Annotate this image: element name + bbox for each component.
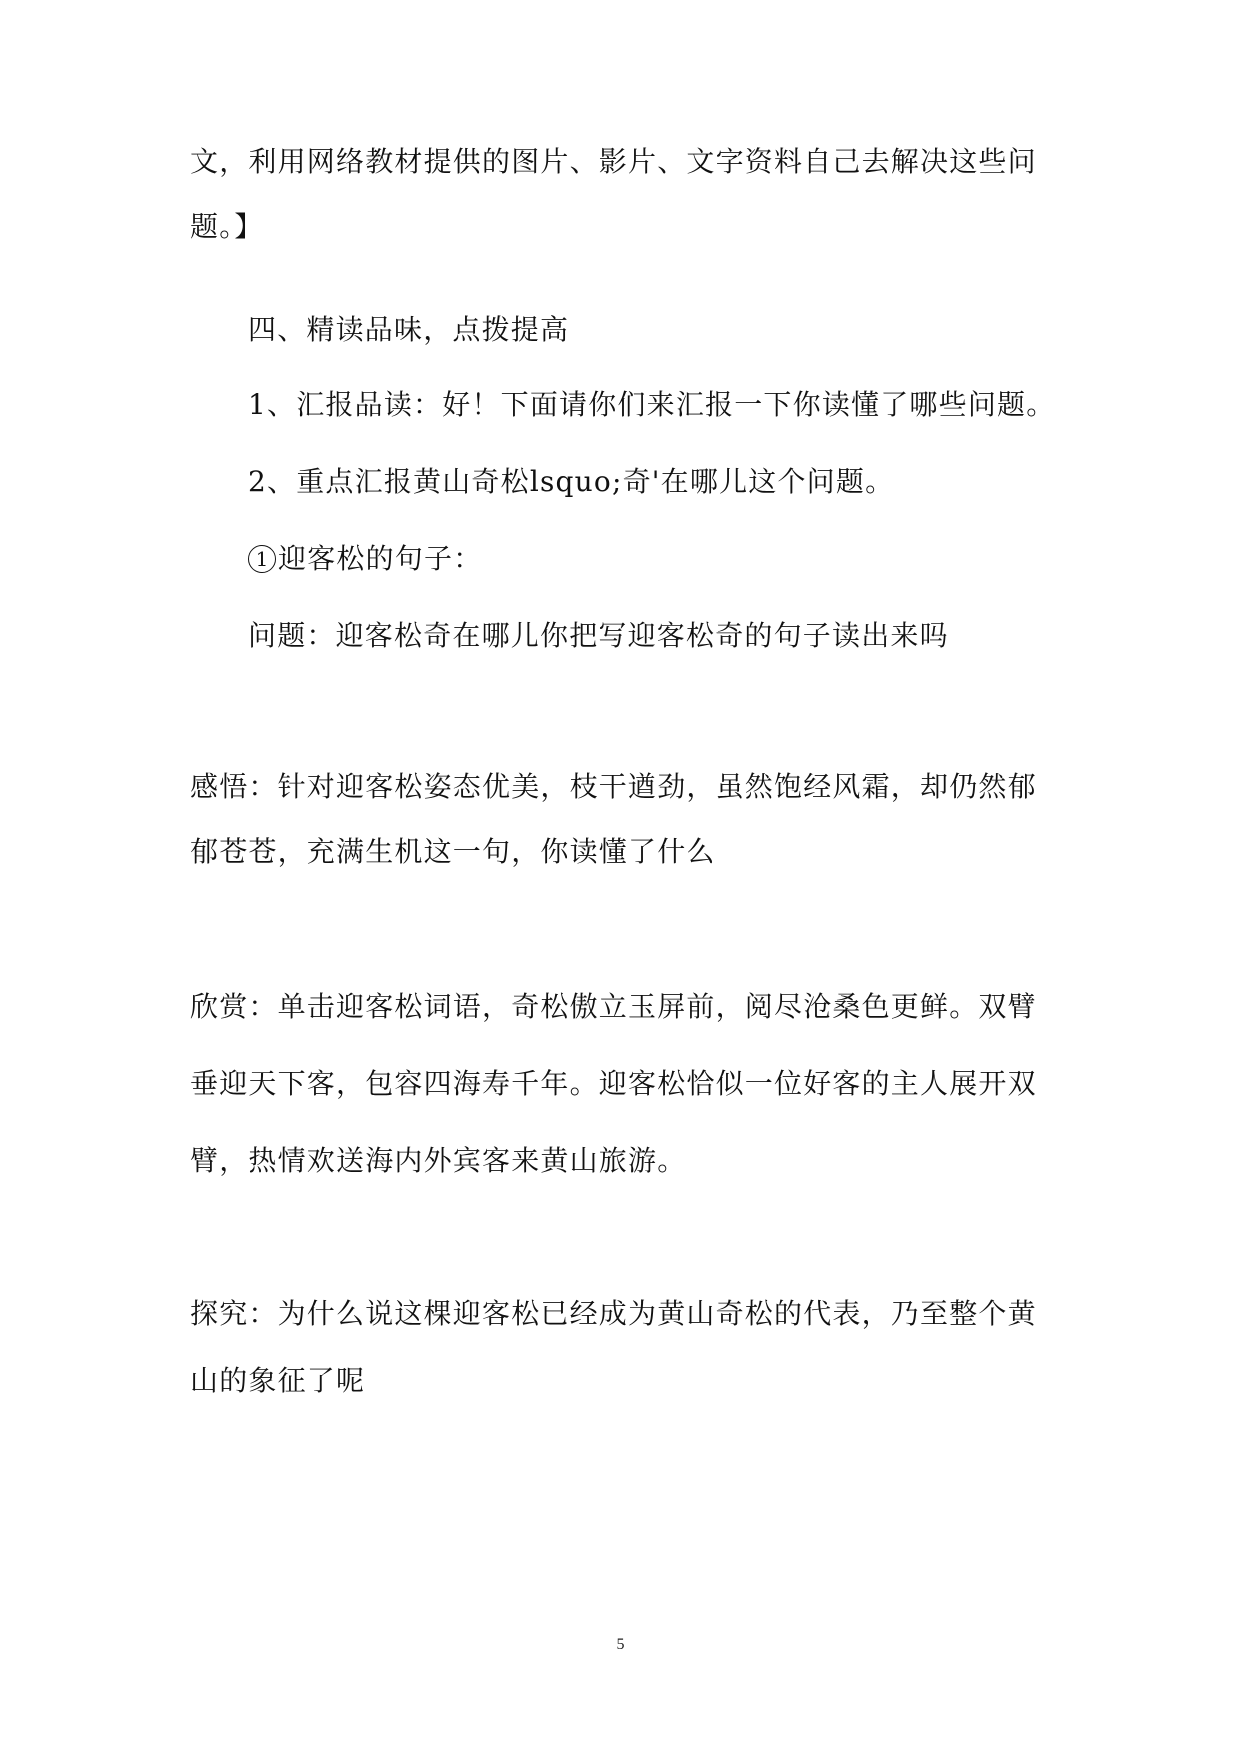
paragraph-line: 欣赏：单击迎客松词语，奇松傲立玉屏前，阅尽沧桑色更鲜。双臂 [190,990,1037,1023]
paragraph-line: 题。】 [190,210,264,243]
paragraph-line: 臂，热情欢送海内外宾客来黄山旅游。 [190,1144,687,1177]
paragraph-line: 探究：为什么说这棵迎客松已经成为黄山奇松的代表，乃至整个黄 [190,1297,1037,1330]
paragraph-line: 文，利用网络教材提供的图片、影片、文字资料自己去解决这些问 [190,145,1037,178]
paragraph-line: 2、重点汇报黄山奇松lsquo;奇'在哪儿这个问题。 [248,465,895,498]
paragraph-line: 郁苍苍，充满生机这一句，你读懂了什么 [190,835,716,868]
list-item [248,539,1108,579]
list-item-text: 迎客松的句子： [278,542,483,575]
paragraph-line: 1、汇报品读：好！下面请你们来汇报一下你读懂了哪些问题。 [248,388,1056,421]
page-number: 5 [616,1636,625,1653]
paragraph-line: 山的象征了呢 [190,1364,366,1397]
section-heading: 四、精读品味，点拨提高 [248,313,570,346]
circled-number-marker: 1 [248,545,276,573]
paragraph-line: 问题：迎客松奇在哪儿你把写迎客松奇的句子读出来吗 [248,619,949,652]
paragraph-line: 垂迎天下客，包容四海寿千年。迎客松恰似一位好客的主人展开双 [190,1067,1037,1100]
paragraph-line: 感悟：针对迎客松姿态优美，枝干遒劲，虽然饱经风霜，却仍然郁 [190,770,1037,803]
